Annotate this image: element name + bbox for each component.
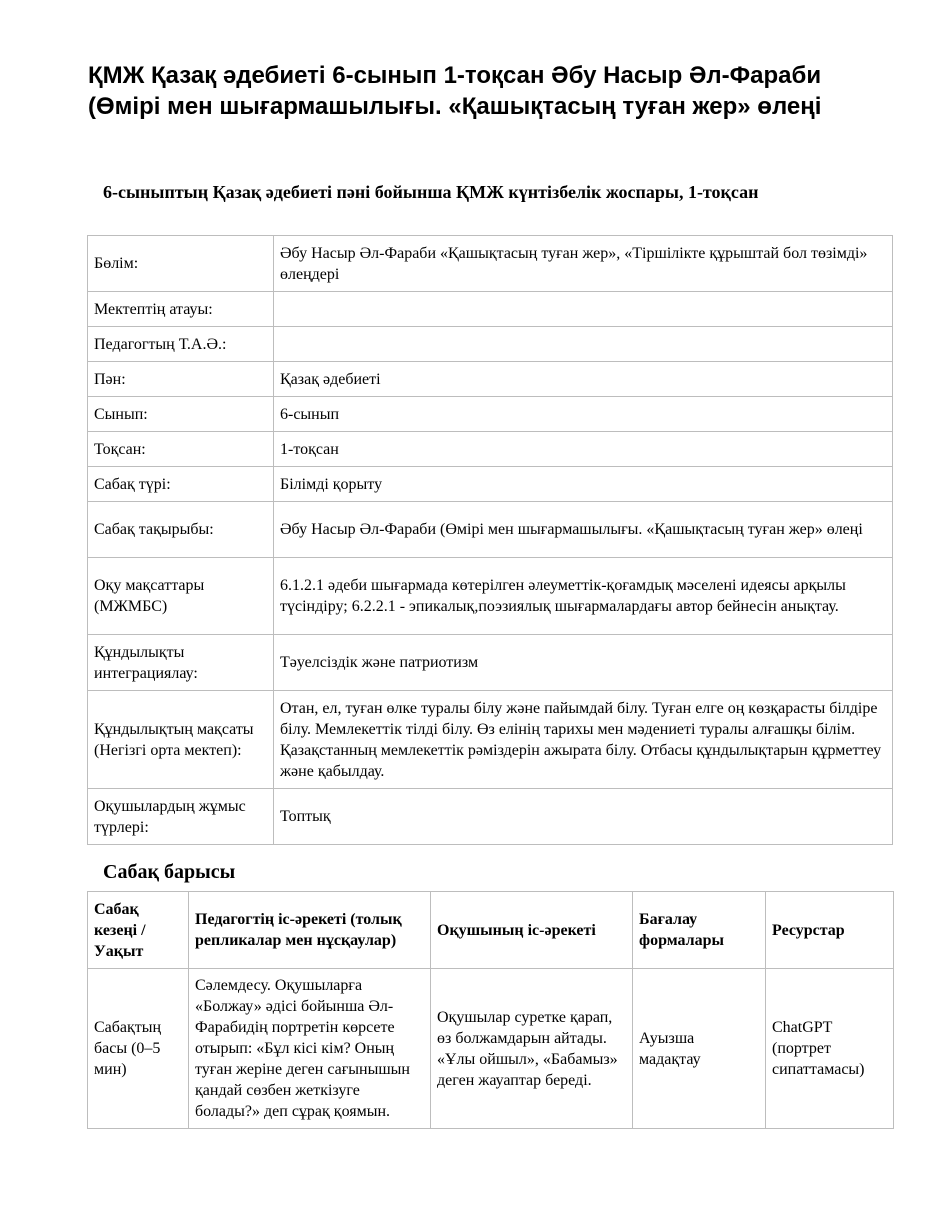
document-title: ҚМЖ Қазақ әдебиеті 6-сынып 1-тоқсан Әбу Насыр Әл-Фараби (Өмірі мен шығармашылығы. «Қашықтасың туған жер» өлеңі: [88, 62, 822, 120]
info-row: [88, 292, 893, 327]
info-row-value: Тәуелсіздік және патриотизм: [274, 635, 893, 691]
info-row: [88, 236, 893, 292]
lesson-row: [88, 969, 894, 1129]
info-row-value: Қазақ әдебиеті: [274, 362, 893, 397]
info-row-value: Отан, ел, туған өлке туралы білу және пайымдай білу. Туған елге оң көзқарасты білдіре білу. Мемлекеттік тілді білу. Өз елінің тарихы мен мәдениеті туралы алғашқы білім. Қазақстанның мемлекеттік рәміздерін ажырата білу. Отбасы құндылықтарын құрметтеу және қабылдау.: [274, 691, 893, 789]
info-row-label: Сабақ түрі:: [88, 467, 274, 502]
lesson-cell-assessment: Ауызша мадақтау: [633, 969, 766, 1129]
info-row-label: Бөлім:: [88, 236, 274, 292]
info-row: [88, 502, 893, 558]
info-row-value: Әбу Насыр Әл-Фараби (Өмірі мен шығармашылығы. «Қашықтасың туған жер» өлеңі: [274, 502, 893, 558]
plan-subtitle: 6-сыныптың Қазақ әдебиеті пәні бойынша ҚМЖ күнтізбелік жоспары, 1-тоқсан: [103, 182, 759, 202]
info-row: [88, 467, 893, 502]
info-row-value: 6-сынып: [274, 397, 893, 432]
lesson-cell-stage: Сабақтың басы (0–5 мин): [88, 969, 189, 1129]
info-row-value: Әбу Насыр Әл-Фараби «Қашықтасың туған жер», «Тіршілікте құрыштай бол төзімді» өлеңдері: [274, 236, 893, 292]
lesson-table-header: [88, 892, 894, 969]
header-student-activity: Оқушының іс-әрекеті: [431, 892, 633, 969]
info-row-label: Құндылықтың мақсаты (Негізгі орта мектеп):: [88, 691, 274, 789]
info-table: [87, 235, 893, 845]
info-row: [88, 558, 893, 635]
info-row-label: Құндылықты интеграциялау:: [88, 635, 274, 691]
info-row: [88, 432, 893, 467]
info-row-value: [274, 327, 893, 362]
info-row-label: Пән:: [88, 362, 274, 397]
info-row-label: Педагогтың Т.А.Ә.:: [88, 327, 274, 362]
header-assessment: Бағалау формалары: [633, 892, 766, 969]
lesson-heading: Сабақ барысы: [103, 861, 236, 883]
info-row-value: Топтық: [274, 789, 893, 845]
info-row: [88, 327, 893, 362]
lesson-table-body: [88, 969, 894, 1129]
lesson-cell-student: Оқушылар суретке қарап, өз болжамдарын айтады. «Ұлы ойшыл», «Бабамыз» деген жауаптар береді.: [431, 969, 633, 1129]
lesson-table: [87, 891, 894, 1129]
info-table-body: [88, 236, 893, 845]
info-row: [88, 635, 893, 691]
info-row-label: Оқу мақсаттары (МЖМБС): [88, 558, 274, 635]
info-row-value: 6.1.2.1 әдеби шығармада көтерілген әлеуметтік-қоғамдық мәселені идеясы арқылы түсіндіру; 6.2.2.1 - эпикалық,поэзиялық шығармалардағы автор бейнесін анықтау.: [274, 558, 893, 635]
info-row: [88, 691, 893, 789]
info-row-label: Мектептің атауы:: [88, 292, 274, 327]
info-row: [88, 397, 893, 432]
lesson-cell-resources: ChatGPT (портрет сипаттамасы): [766, 969, 894, 1129]
header-stage: Сабақ кезеңі / Уақыт: [88, 892, 189, 969]
info-row-value: [274, 292, 893, 327]
header-teacher-activity: Педагогтің іс-әрекеті (толық репликалар мен нұсқаулар): [189, 892, 431, 969]
info-row: [88, 789, 893, 845]
info-row-value: 1-тоқсан: [274, 432, 893, 467]
info-row-value: Білімді қорыту: [274, 467, 893, 502]
info-row-label: Сынып:: [88, 397, 274, 432]
info-row: [88, 362, 893, 397]
header-resources: Ресурстар: [766, 892, 894, 969]
lesson-header-row: [88, 892, 894, 969]
info-row-label: Сабақ тақырыбы:: [88, 502, 274, 558]
info-row-label: Оқушылардың жұмыс түрлері:: [88, 789, 274, 845]
lesson-cell-teacher: Сәлемдесу. Оқушыларға «Болжау» әдісі бойынша Әл-Фарабидің портретін көрсете отырып: «Бұл кісі кім? Оның туған жеріне деген сағынышын қандай сөзбен жеткізуге болады?» деп сұрақ қоямын.: [189, 969, 431, 1129]
info-row-label: Тоқсан:: [88, 432, 274, 467]
